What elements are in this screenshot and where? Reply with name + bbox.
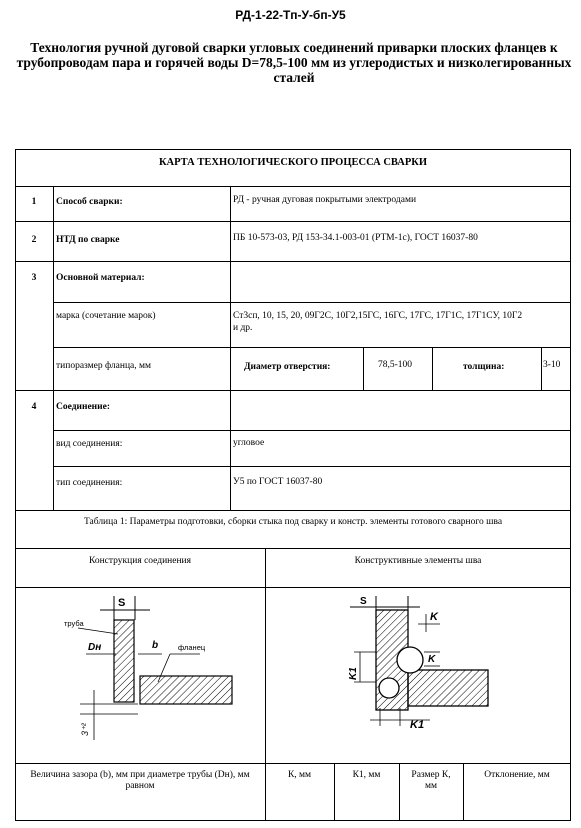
gap-param-header: Величина зазора (b), мм при диаметре трубы (Dн), мм равном xyxy=(30,770,250,791)
card-title: КАРТА ТЕХНОЛОГИЧЕСКОГО ПРОЦЕССА СВАРКИ xyxy=(158,157,428,168)
row-number: 4 xyxy=(31,402,37,412)
row-divider xyxy=(15,587,571,588)
k1-left-label: K1 xyxy=(348,667,359,680)
row-divider xyxy=(53,347,571,348)
thickness-label: толщина: xyxy=(463,362,505,372)
b-label: b xyxy=(152,640,159,651)
joint-kind-label: вид соединения: xyxy=(56,439,123,449)
sizek-param-header: Размер К, мм xyxy=(411,770,451,791)
document-title: Технология ручной дуговой сварки угловых соединений приварки плоских фланцев к трубопроводам пара и горячей воды D=78,5-100 мм из углеродистых и низколегированных сталей xyxy=(16,40,572,85)
grade-value-line2: и др. xyxy=(233,323,253,333)
row-number: 3 xyxy=(31,273,37,283)
col-divider xyxy=(363,347,364,390)
col-divider xyxy=(432,347,433,390)
row-divider xyxy=(53,466,571,467)
dim-s-label: S xyxy=(360,596,367,607)
row-divider xyxy=(15,221,571,222)
elements-header: Конструктивные элементы шва xyxy=(354,556,482,566)
joint-kind-value: угловое xyxy=(233,438,265,448)
joint-label: Соединение: xyxy=(56,402,110,412)
grade-value-line1: Ст3сп, 10, 15, 20, 09Г2С, 10Г2,15ГС, 16ГС, 17ГС, 17Г1С, 17Г1СУ, 10Г2 xyxy=(233,311,523,321)
row-number: 1 xyxy=(31,197,37,207)
row-divider xyxy=(15,261,571,262)
ntd-label: НТД по сварке xyxy=(56,235,120,245)
thickness-value: 3-10 xyxy=(543,360,561,370)
row-divider xyxy=(53,430,571,431)
gap-dim-label: 3⁺² xyxy=(80,723,90,736)
grade-label: марка (сочетание марок) xyxy=(56,311,156,321)
diameter-value: 78,5-100 xyxy=(378,360,413,370)
k1-bottom-label: K1 xyxy=(410,719,425,731)
col-divider xyxy=(53,186,54,510)
row-divider xyxy=(53,302,571,303)
deviation-param-header: Отклонение, мм xyxy=(484,770,550,780)
joint-type-value: У5 по ГОСТ 16037-80 xyxy=(233,477,323,487)
welding-method-label: Способ сварки: xyxy=(56,197,123,207)
document-code: РД-1-22-Тп-У-бп-У5 xyxy=(235,8,346,22)
k-param-header: К, мм xyxy=(287,770,312,780)
col-divider xyxy=(230,186,231,510)
weld-elements-drawing xyxy=(340,590,500,760)
base-material-label: Основной материал: xyxy=(56,273,145,283)
joint-type-label: тип соединения: xyxy=(56,478,123,488)
row-divider xyxy=(15,510,571,511)
row-divider xyxy=(15,186,571,187)
row-divider xyxy=(15,390,571,391)
design-header: Конструкция соединения xyxy=(88,556,191,566)
row-divider xyxy=(15,763,571,764)
dim-s-label: S xyxy=(118,597,126,609)
row-number: 2 xyxy=(31,235,37,245)
table1-caption: Таблица 1: Параметры подготовки, сборки стыка под сварку и констр. элементы готового сварного шва xyxy=(83,517,503,527)
col-divider xyxy=(399,763,400,821)
diameter-label: Диаметр отверстия: xyxy=(244,362,331,372)
flange-size-label: типоразмер фланца, мм xyxy=(56,361,152,371)
welding-method-value: РД - ручная дуговая покрытыми электродами xyxy=(233,195,417,205)
k-top-label: K xyxy=(430,611,438,623)
pipe-label: труба xyxy=(64,619,84,628)
k1-param-header: К1, мм xyxy=(352,770,381,780)
dn-label: Dн xyxy=(88,642,102,653)
flange-label: фланец xyxy=(178,643,206,652)
ntd-value: ПБ 10-573-03, РД 153-34.1-003-01 (РТМ-1с), ГОСТ 16037-80 xyxy=(233,233,478,243)
row-divider xyxy=(15,548,571,549)
col-divider xyxy=(541,347,542,390)
joint-design-drawing xyxy=(60,590,240,760)
k-right-label: K xyxy=(428,654,436,665)
